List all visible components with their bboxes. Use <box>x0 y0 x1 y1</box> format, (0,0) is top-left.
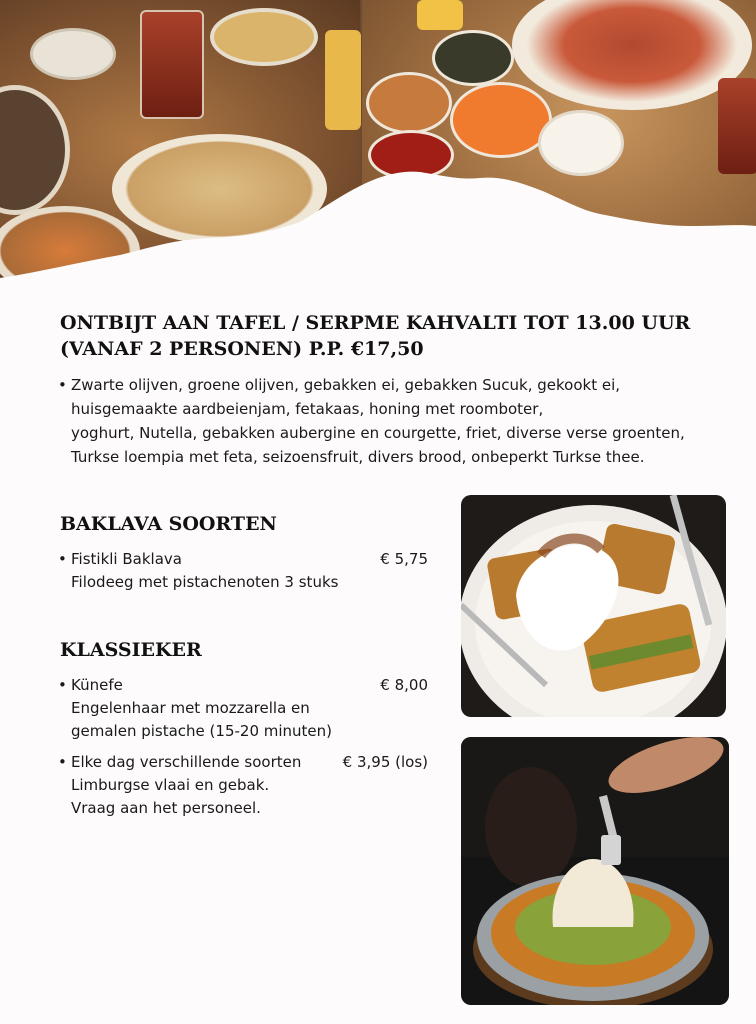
torn-paper-edge <box>0 0 756 290</box>
item-description-line-2: gemalen pistache (15-20 minuten) <box>71 722 333 740</box>
hero-breakfast-photo <box>0 0 756 290</box>
item-name: Elke dag verschillende soorten <box>71 753 302 771</box>
item-price: € 8,00 <box>380 676 428 694</box>
breakfast-description <box>58 374 738 470</box>
menu-item-kunefe <box>58 674 378 744</box>
item-description: Filodeeg met pistachenoten 3 stuks <box>71 573 339 591</box>
menu-item-vlaai <box>58 751 358 821</box>
bullet-dot: • <box>58 550 67 568</box>
breakfast-line-1: Zwarte olijven, groene olijven, gebakken ei, gebakken Sucuk, gekookt ei, <box>71 376 621 394</box>
baklava-illustration <box>461 495 726 717</box>
breakfast-line-3: yoghurt, Nutella, gebakken aubergine en courgette, friet, diverse verse groenten, <box>71 424 685 442</box>
klassieker-title: KLASSIEKER <box>60 639 202 661</box>
bullet-dot: • <box>58 376 67 394</box>
breakfast-title-line-1: ONTBIJT AAN TAFEL / SERPME KAHVALTI TOT 13.00 UUR <box>60 312 691 334</box>
item-price: € 3,95 (los) <box>342 753 428 771</box>
breakfast-line-2: huisgemaakte aardbeienjam, fetakaas, honing met roomboter, <box>71 400 544 418</box>
kunefe-plate-photo <box>461 737 729 1005</box>
bullet-dot: • <box>58 753 67 771</box>
breakfast-line-4: Turkse loempia met feta, seizoensfruit, divers brood, onbeperkt Turkse thee. <box>71 448 645 466</box>
bullet-dot: • <box>58 676 67 694</box>
breakfast-title-line-2: (VANAF 2 PERSONEN) P.P. €17,50 <box>60 338 424 360</box>
item-description-line-1: Limburgse vlaai en gebak. <box>71 776 270 794</box>
item-description-line-1: Engelenhaar met mozzarella en <box>71 699 310 717</box>
item-price: € 5,75 <box>380 550 428 568</box>
baklava-plate-photo <box>461 495 726 717</box>
item-name: Fistikli Baklava <box>71 550 182 568</box>
menu-item-fistikli-baklava <box>58 548 378 596</box>
item-description-line-2: Vraag aan het personeel. <box>71 799 261 817</box>
baklava-title: BAKLAVA SOORTEN <box>60 513 277 535</box>
item-name: Künefe <box>71 676 123 694</box>
kunefe-illustration <box>461 737 729 1005</box>
